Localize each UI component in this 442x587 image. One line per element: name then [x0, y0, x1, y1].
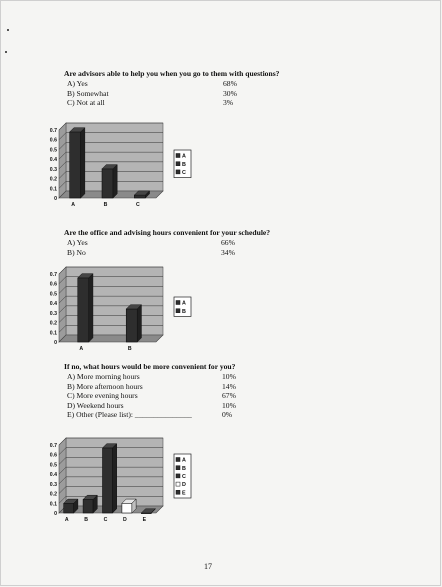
answer-label: C) Not at all [67, 98, 105, 108]
answer-row [67, 98, 267, 108]
y-tick-label: 0.6 [49, 281, 57, 288]
chart-q1 [28, 118, 206, 212]
y-tick-label: 0.4 [49, 157, 57, 164]
legend-swatch [176, 309, 180, 313]
answer-label: C) More evening hours [67, 391, 138, 401]
y-tick-label: 0.1 [49, 330, 57, 337]
question-2-answers [67, 238, 267, 257]
legend-swatch [176, 170, 180, 174]
y-tick-label: 0.5 [49, 291, 57, 298]
scan-mark [7, 29, 9, 31]
legend-label: C [182, 170, 186, 176]
bar-side [113, 444, 117, 513]
question-3-answers [67, 372, 277, 420]
bar-side [89, 274, 93, 342]
answer-percent: 3% [223, 98, 234, 108]
bar [83, 499, 93, 513]
y-tick-label: 0.7 [49, 272, 57, 278]
legend-label: B [182, 161, 186, 168]
legend-label: A [182, 153, 186, 160]
x-tick-label: E [142, 517, 147, 523]
y-tick-label: 0.3 [49, 310, 57, 317]
answer-percent: 10% [222, 372, 236, 381]
question-3-title: If no, what hours would be more convenient for you? [64, 362, 236, 371]
legend-swatch [176, 474, 180, 478]
answer-label: A) More morning hours [67, 372, 140, 381]
y-tick-label: 0 [54, 196, 57, 202]
bar [103, 448, 113, 513]
y-tick-label: 0 [54, 340, 57, 346]
chart-q3 [28, 433, 206, 525]
legend-label: B [182, 308, 186, 315]
answer-percent: 30% [223, 88, 237, 98]
question-1-title: Are advisors able to help you when you go to them with questions? [64, 69, 280, 78]
chart-floor [59, 335, 163, 342]
legend-swatch [176, 490, 180, 494]
chart-side-wall [59, 267, 66, 342]
answer-row [67, 391, 277, 401]
answer-percent: 68% [223, 79, 237, 88]
chart-side-wall [59, 123, 66, 198]
y-tick-label: 0.4 [49, 301, 57, 308]
answer-percent: 14% [222, 381, 236, 391]
answer-percent: 34% [221, 247, 235, 257]
legend-swatch [176, 154, 180, 158]
legend-swatch [176, 301, 180, 305]
bar [134, 195, 145, 198]
bar [70, 132, 81, 198]
y-tick-label: 0.2 [49, 176, 57, 183]
legend-swatch [176, 162, 180, 166]
answer-percent: 66% [221, 238, 235, 247]
answer-percent: 67% [222, 391, 236, 401]
legend-label: A [182, 457, 186, 464]
bar-side [81, 128, 85, 198]
question-2-title: Are the office and advising hours convenient for your schedule? [64, 228, 271, 237]
answer-label: E) Other (Please list): _______________ [67, 410, 192, 420]
x-tick-label: B [84, 517, 88, 523]
legend-label: B [182, 465, 186, 472]
bar [126, 309, 137, 342]
y-tick-label: 0.7 [49, 443, 57, 449]
answer-row [67, 248, 267, 258]
y-tick-label: 0.5 [49, 462, 57, 469]
y-tick-label: 0 [54, 511, 57, 517]
answer-label: B) More afternoon hours [67, 381, 143, 391]
x-tick-label: C [135, 202, 140, 208]
answer-label: B) Somewhat [67, 88, 109, 98]
answer-label: A) Yes [67, 79, 88, 88]
answer-row [67, 89, 267, 99]
y-tick-label: 0.1 [49, 501, 57, 508]
answer-row [67, 79, 267, 89]
bar [102, 169, 113, 198]
y-tick-label: 0.2 [49, 320, 57, 327]
x-tick-label: B [127, 346, 132, 352]
x-tick-label: A [64, 517, 69, 523]
legend-swatch [176, 458, 180, 462]
bar-side [137, 305, 141, 342]
y-tick-label: 0.2 [49, 491, 57, 498]
answer-label: B) No [67, 247, 86, 257]
bar [78, 278, 89, 342]
x-tick-label: A [79, 346, 84, 352]
y-tick-label: 0.4 [49, 472, 57, 479]
legend-label: E [182, 490, 186, 497]
answer-row [67, 401, 277, 411]
answer-row [67, 410, 277, 420]
answer-row [67, 382, 277, 392]
bar-side [113, 165, 117, 198]
legend-label: D [182, 482, 186, 489]
legend-swatch [176, 466, 180, 470]
bar [64, 503, 74, 513]
legend-label: A [182, 300, 186, 307]
legend-swatch [176, 482, 180, 486]
scan-mark [5, 51, 7, 53]
x-tick-label: B [103, 202, 108, 208]
y-tick-label: 0.6 [49, 137, 57, 144]
page-number: 17 [204, 562, 212, 571]
chart-q2 [28, 262, 206, 350]
legend-label: C [182, 474, 186, 480]
y-tick-label: 0.5 [49, 147, 57, 154]
x-tick-label: D [123, 517, 127, 523]
answer-percent: 0% [222, 410, 233, 420]
bar [122, 503, 132, 513]
y-tick-label: 0.6 [49, 452, 57, 459]
x-tick-label: C [103, 517, 108, 523]
y-tick-label: 0.3 [49, 166, 57, 173]
answer-row [67, 238, 267, 248]
question-1-answers [67, 79, 267, 108]
answer-label: A) Yes [67, 238, 88, 247]
y-tick-label: 0.1 [49, 186, 57, 193]
y-tick-label: 0.3 [49, 481, 57, 488]
x-tick-label: A [71, 202, 76, 208]
answer-row [67, 372, 277, 382]
answer-percent: 10% [222, 400, 236, 410]
answer-label: D) Weekend hours [67, 400, 124, 410]
y-tick-label: 0.7 [49, 128, 57, 134]
